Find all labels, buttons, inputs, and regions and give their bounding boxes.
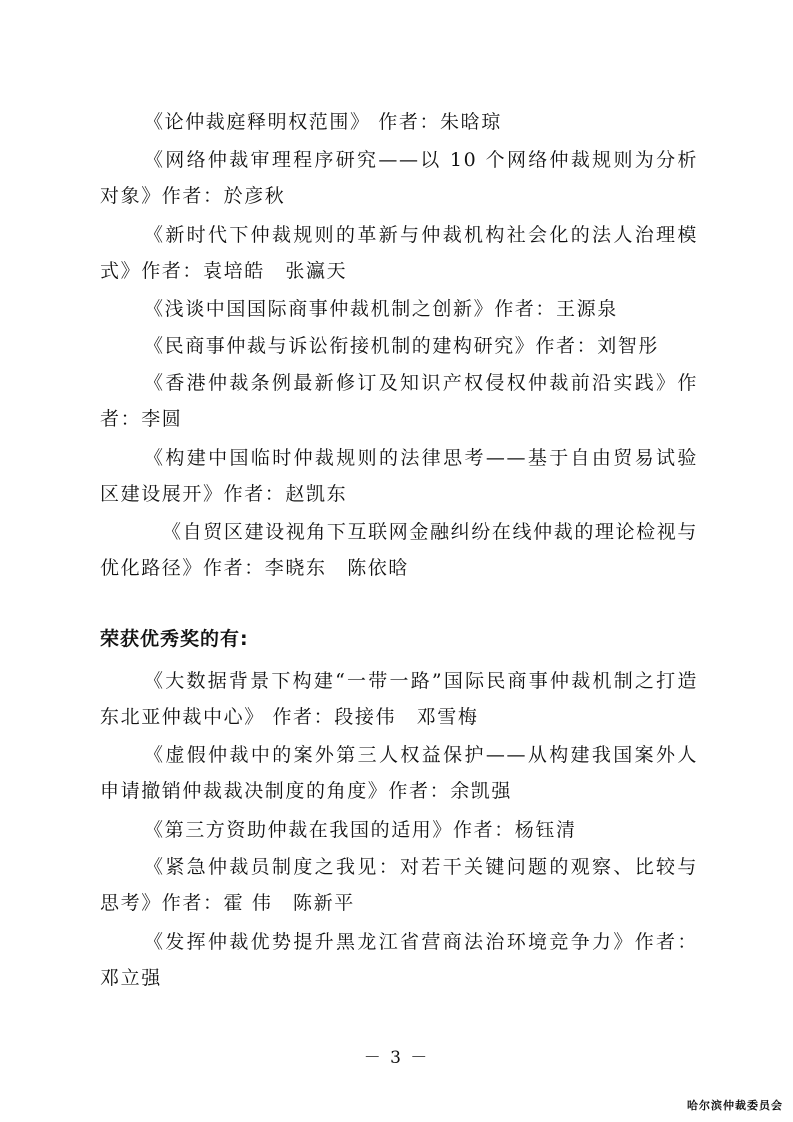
footer-organization: 哈尔滨仲裁委员会	[687, 1099, 783, 1112]
entry-paragraph: 《民商事仲裁与诉讼衔接机制的建构研究》作者：刘智彤	[144, 335, 660, 357]
entry-paragraph: 《构建中国临时仲裁规则的法律思考——基于自由贸易试验区建设展开》作者：赵凯东	[100, 447, 698, 505]
entry-paragraph: 《大数据背景下构建“一带一路”国际民商事仲裁机制之打造东北亚仲裁中心》 作者：段接伟 邓雪梅	[100, 670, 698, 728]
entry-paragraph: 《第三方资助仲裁在我国的适用》作者：杨钰清	[144, 819, 577, 841]
entry-paragraph: 《论仲裁庭释明权范围》 作者：朱晗琼	[144, 111, 502, 133]
entry-paragraph: 《新时代下仲裁规则的革新与仲裁机构社会化的法人治理模式》作者：袁培皓 张瀛天	[100, 224, 698, 282]
page-number: － 3 －	[363, 1048, 430, 1068]
entry-paragraph: 《虚假仲裁中的案外第三人权益保护——从构建我国案外人申请撤销仲裁裁决制度的角度》作者：余凯强	[100, 744, 698, 802]
entry-paragraph: 《自贸区建设视角下互联网金融纠纷在线仲裁的理论检视与优化路径》作者：李晓东 陈依晗	[100, 521, 698, 579]
entry-paragraph: 《发挥仲裁优势提升黑龙江省营商法治环境竞争力》作者：邓立强	[100, 931, 698, 989]
entry-paragraph: 《紧急仲裁员制度之我见：对若干关键问题的观察、比较与思考》作者：霍 伟 陈新平	[100, 856, 698, 914]
entry-paragraph: 《网络仲裁审理程序研究——以 10 个网络仲裁规则为分析对象》作者：於彦秋	[100, 149, 698, 207]
section-heading-excellent-award: 荣获优秀奖的有:	[100, 628, 249, 650]
entry-paragraph: 《香港仲裁条例最新修订及知识产权侵权仲裁前沿实践》作者：李圆	[100, 372, 698, 430]
entry-paragraph: 《浅谈中国国际商事仲裁机制之创新》作者：王源泉	[144, 298, 618, 320]
